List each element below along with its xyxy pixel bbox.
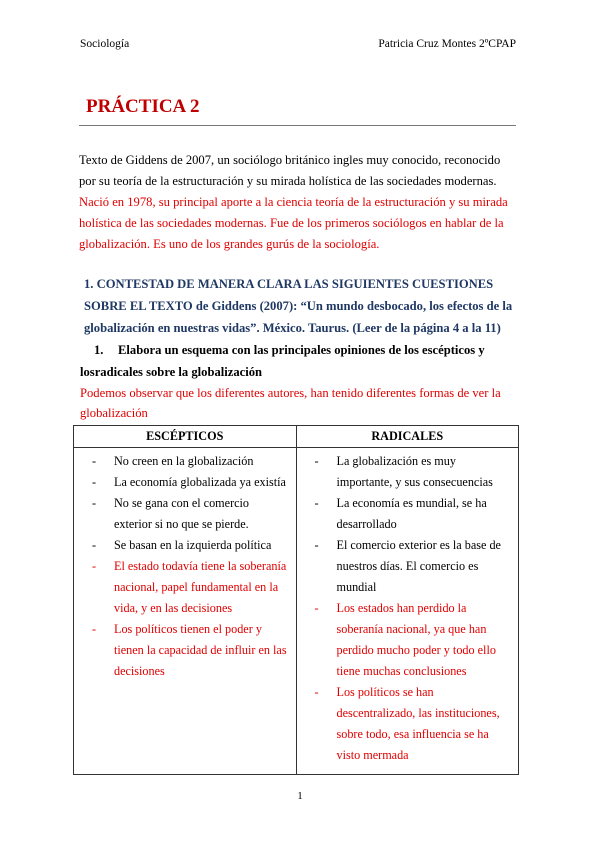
dash-bullet: - — [314, 496, 319, 510]
dash-bullet: - — [92, 454, 97, 468]
subquestion-text: Elabora un esquema con las principales opiniones de los escépticos y losradicales sobre la globalización — [80, 343, 485, 379]
escepticos-item — [80, 619, 290, 682]
dash-bullet: - — [314, 601, 319, 615]
radicales-item — [303, 682, 513, 766]
radicales-item — [303, 598, 513, 682]
radicales-item — [303, 451, 513, 493]
header-radicales: RADICALES — [296, 426, 519, 448]
intro-red-text: Nació en 1978, su principal aporte a la ciencia teoría de la estructuración y su mirada holística de las sociedades modernas. Fue de los primeros sociólogos en hablar de la globalización. Es uno de los grandes gurús de la sociología. — [79, 195, 508, 251]
dash-bullet: - — [314, 454, 319, 468]
intro-paragraph — [79, 150, 519, 255]
answer-intro: Podemos observar que los diferentes autores, han tenido diferentes formas de ver la globalización — [80, 386, 501, 420]
question-1: 1. CONTESTAD DE MANERA CLARA LAS SIGUIENTES CUESTIONES SOBRE EL TEXTO de Giddens (2007): “Un mundo desbocado, los efectos de la globalización en nuestras vidas”. México. Taurus. (Leer de la página 4 a la 11) — [84, 277, 513, 335]
radicales-item — [303, 535, 513, 598]
escepticos-item-text: No creen en la globalización — [114, 454, 254, 468]
radicales-cell — [296, 448, 519, 775]
dash-bullet: - — [92, 622, 97, 636]
escepticos-cell — [74, 448, 297, 775]
intro-black-text: Texto de Giddens de 2007, un sociólogo británico ingles muy conocido, reconocido por su teoría de la estructuración y su mirada holística de las sociedades modernas. — [79, 153, 501, 188]
page-title: PRÁCTICA 2 — [86, 96, 200, 117]
escepticos-item — [80, 451, 290, 472]
title-divider — [79, 125, 516, 126]
dash-bullet: - — [92, 538, 97, 552]
escepticos-item-text: No se gana con el comercio exterior si no que se pierde. — [114, 496, 250, 531]
escepticos-item — [80, 535, 290, 556]
escepticos-item — [80, 556, 290, 619]
dash-bullet: - — [314, 538, 319, 552]
radicales-item-text: La globalización es muy importante, y sus consecuencias — [336, 454, 493, 489]
dash-bullet: - — [92, 475, 97, 489]
escepticos-list — [80, 451, 290, 682]
radicales-list — [303, 451, 513, 766]
dash-bullet: - — [92, 496, 97, 510]
radicales-item — [303, 493, 513, 535]
header-escepticos: ESCÉPTICOS — [74, 426, 297, 448]
escepticos-item-text: Los políticos tienen el poder y tienen la capacidad de influir en las decisiones — [114, 622, 287, 678]
escepticos-item — [80, 493, 290, 535]
escepticos-item-text: La economía globalizada ya existía — [114, 475, 286, 489]
radicales-item-text: Los estados han perdido la soberanía nacional, ya que han perdido mucho poder y todo ello tiene muchas conclusiones — [336, 601, 496, 678]
header-author: Patricia Cruz Montes 2ºCPAP — [378, 38, 516, 50]
subquestion-1 — [80, 339, 520, 383]
subquestion-number: 1. — [94, 343, 104, 357]
escepticos-item — [80, 472, 290, 493]
page-number: 1 — [297, 790, 303, 802]
radicales-item-text: El comercio exterior es la base de nuestros días. El comercio es mundial — [336, 538, 501, 594]
radicales-item-text: La economía es mundial, se ha desarrollado — [336, 496, 487, 531]
dash-bullet: - — [314, 685, 319, 699]
comparison-table — [73, 425, 519, 775]
escepticos-item-text: El estado todavía tiene la soberanía nacional, papel fundamental en la vida, y en las decisiones — [114, 559, 287, 615]
header-subject: Sociología — [80, 38, 130, 50]
dash-bullet: - — [92, 559, 97, 573]
radicales-item-text: Los políticos se han descentralizado, las instituciones, sobre todo, esa influencia se ha visto mermada — [336, 685, 500, 762]
escepticos-item-text: Se basan en la izquierda política — [114, 538, 272, 552]
